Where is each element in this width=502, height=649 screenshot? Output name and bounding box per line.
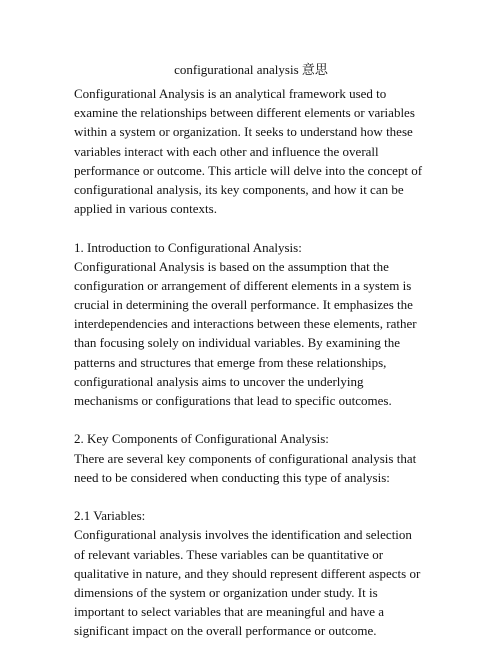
text-line: need to be considered when conducting this type of analysis: [74,469,390,485]
text-line: There are several key components of configurational analysis that [74,450,417,466]
text-line: crucial in determining the overall performance. It emphasizes the [74,297,413,313]
text-line: configurational analysis aims to uncover the underlying [74,373,364,389]
section-2-1 [74,506,434,640]
section-heading: 2.1 Variables: [74,508,146,524]
text-line: within a system or organization. It seeks to understand how these [74,124,413,140]
paragraph-gap [74,218,434,237]
paragraph-gap [74,410,434,429]
section-heading: 1. Introduction to Configurational Analysis: [74,239,302,255]
intro-paragraph [74,84,434,218]
paragraph-gap [74,487,434,506]
text-line: important to select variables that are meaningful and have a [74,604,385,620]
section-2 [74,429,434,487]
text-line: applied in various contexts. [74,201,217,217]
text-line: Configurational Analysis is an analytical framework used to [74,86,387,101]
text-line: Configurational analysis involves the identification and selection [74,527,412,543]
text-line: Configurational Analysis is based on the assumption that the [74,258,389,274]
text-line: than focusing solely on individual variables. By examining the [74,335,401,351]
text-line: examine the relationships between different elements or variables [74,105,415,121]
text-line: configurational analysis, its key components, and how it can be [74,181,404,197]
text-line: variables interact with each other and influence the overall [74,143,379,159]
text-line: interdependencies and interactions between these elements, rather [74,316,417,332]
text-line: patterns and structures that emerge from these relationships, [74,354,387,370]
text-line: of relevant variables. These variables can be quantitative or [74,546,384,562]
document-body [74,84,434,640]
section-1 [74,238,434,411]
document-title: configurational analysis 意思 [174,62,328,77]
text-line: significant impact on the overall performance or outcome. [74,623,377,639]
text-line: configuration or arrangement of different elements in a system is [74,277,412,293]
text-line: qualitative in nature, and they should represent different aspects or [74,565,421,581]
text-line: mechanisms or configurations that lead to specific outcomes. [74,393,392,408]
section-heading: 2. Key Components of Configurational Analysis: [74,431,329,447]
text-line: performance or outcome. This article will delve into the concept of [74,162,423,178]
text-line: dimensions of the system or organization under study. It is [74,584,378,600]
